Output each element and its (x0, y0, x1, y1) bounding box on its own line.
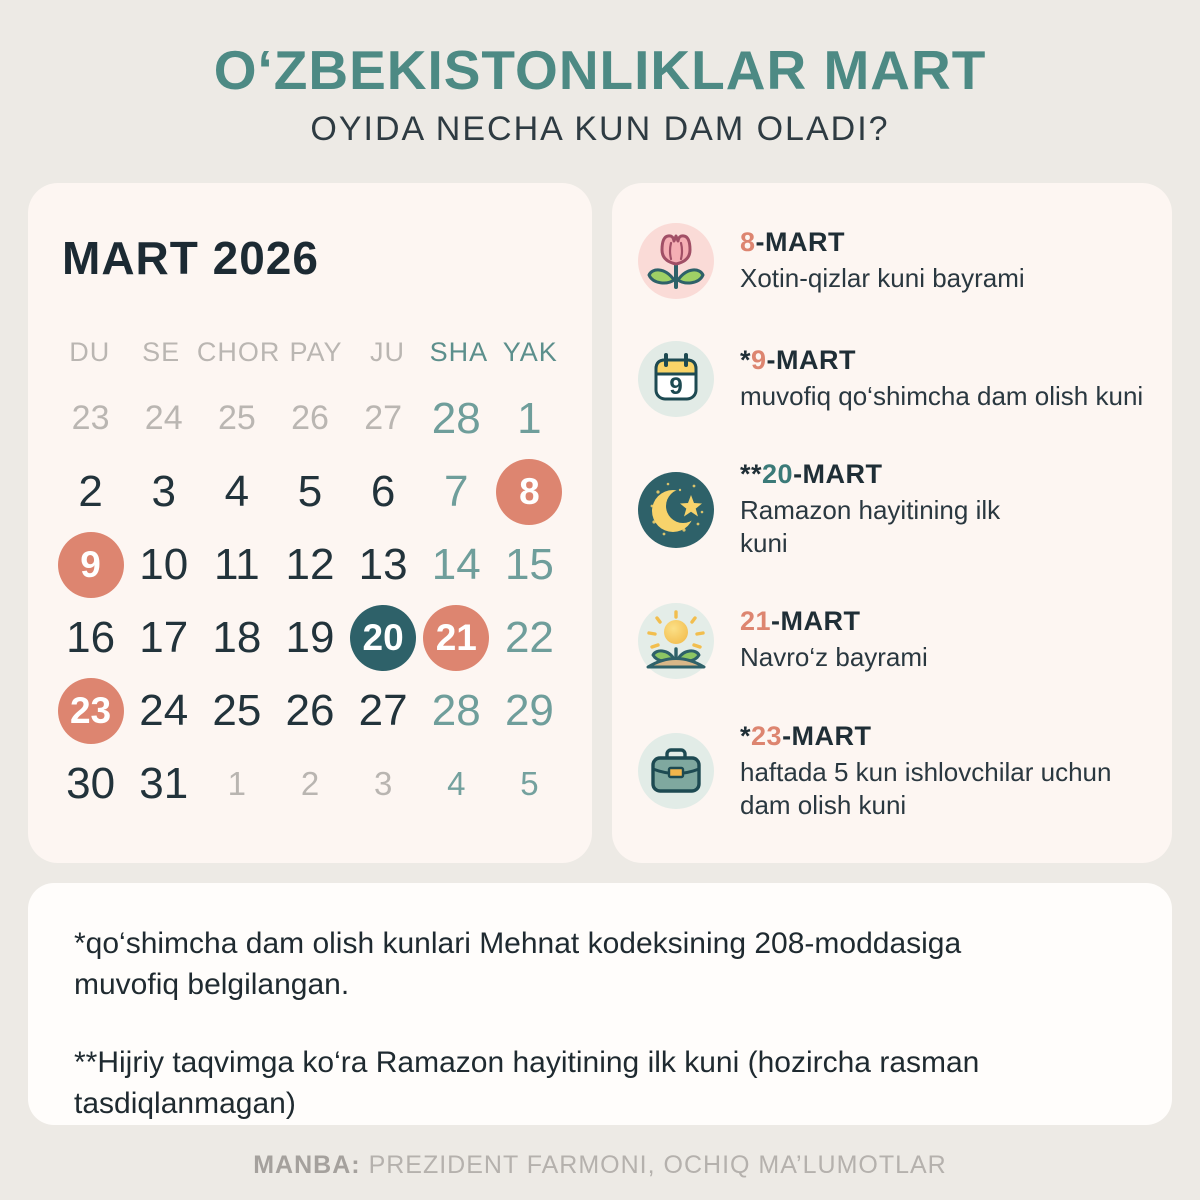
calendar-day-cell (347, 747, 420, 820)
footnote-hijri: **Hijriy taqvimga ko‘ra Ramazon hayitining ilk kuni (hozircha rasman tasdiqlanmagan) (74, 1045, 980, 1121)
day-number: 31 (139, 758, 189, 808)
day-number: 24 (139, 685, 189, 735)
calendar-day-cell (493, 747, 566, 820)
flower-icon (638, 223, 714, 299)
legend-description: Xotin-qizlar kuni bayrami (740, 262, 1025, 293)
svg-text:9: 9 (669, 373, 683, 400)
calendar-day-cell (420, 455, 493, 528)
calendar-day-cell (347, 528, 420, 601)
calendar-month-title: MART 2026 (62, 232, 319, 284)
page-title: O‘ZBEKISTONLIKLAR MART (213, 39, 987, 101)
legend-item-21-mart (638, 603, 1146, 679)
calendar-day-cell (273, 382, 346, 455)
legend-title (740, 227, 1025, 258)
calendar-day-cell (347, 455, 420, 528)
legend-item-20-mart (638, 459, 1146, 561)
day-number: 23 (58, 678, 124, 744)
day-header-du: DU (69, 337, 111, 367)
calendar-day-cell (127, 382, 200, 455)
day-number: 1 (227, 764, 247, 802)
legend-title-day: 9 (751, 344, 767, 375)
day-number: 6 (370, 466, 396, 516)
day-number: 26 (291, 399, 329, 437)
day-header-chor: CHOR (196, 337, 281, 367)
legend-text (740, 345, 1143, 413)
calendar-day-cell (273, 674, 346, 747)
footnotes-card (28, 883, 1172, 1125)
calendar-day-cell (127, 674, 200, 747)
legend-card (612, 183, 1172, 863)
calendar-day-cell (54, 528, 127, 601)
day-number: 14 (431, 539, 481, 589)
source-text: PREZIDENT FARMONI, OCHIQ MA’LUMOTLAR (368, 1151, 947, 1179)
day-number: 8 (496, 459, 562, 525)
legend-text (740, 721, 1111, 823)
legend-title-day: 20 (762, 459, 794, 489)
day-number: 25 (217, 399, 256, 437)
legend-list (638, 223, 1146, 822)
calendar-day-cell (493, 382, 566, 455)
calendar-card (28, 183, 592, 863)
day-number: 26 (285, 685, 335, 735)
calendar-day-cell (200, 382, 273, 455)
calendar-day-cell (127, 601, 200, 674)
day-number: 28 (431, 393, 481, 443)
day-number: 2 (78, 466, 103, 516)
legend-text (740, 606, 928, 674)
legend-title-day: 21 (740, 606, 772, 637)
calendar-day-cell (54, 747, 127, 820)
calendar-day-cell (347, 601, 420, 674)
calendar-icon (638, 341, 714, 417)
calendar-day-cell (420, 382, 493, 455)
day-number: 12 (285, 539, 335, 589)
calendar-day-cell (200, 747, 273, 820)
legend-text (740, 459, 1000, 561)
calendar-day-headers (54, 337, 566, 368)
legend-title-suffix: -MART (766, 344, 857, 375)
source-label: MANBA: (253, 1151, 361, 1179)
legend-title-day: 23 (751, 720, 783, 751)
legend-title-suffix: -MART (782, 720, 872, 751)
legend-item-23-mart (638, 721, 1146, 823)
day-header-pay: PAY (289, 337, 343, 367)
legend-title-day: 8 (740, 226, 756, 257)
day-number: 3 (373, 764, 393, 802)
moon-icon (638, 472, 714, 548)
calendar-day-cell (420, 528, 493, 601)
day-number: 4 (224, 466, 250, 516)
day-header-ju: JU (369, 337, 405, 367)
source-line (0, 1151, 1200, 1180)
calendar-day-cell (273, 455, 346, 528)
calendar-day-cell (273, 747, 346, 820)
calendar-day-cell (200, 455, 273, 528)
day-number: 21 (423, 605, 489, 671)
calendar-day-cell (54, 601, 127, 674)
calendar-day-cell (347, 674, 420, 747)
day-number: 2 (300, 764, 320, 802)
day-number: 5 (297, 466, 323, 516)
calendar-day-cell (347, 382, 420, 455)
day-number: 13 (358, 539, 408, 589)
day-number: 20 (350, 605, 416, 671)
day-number: 23 (71, 399, 110, 437)
calendar-day-cell (420, 674, 493, 747)
day-header-yak: YAK (502, 337, 558, 367)
day-number: 9 (58, 532, 124, 598)
day-number: 18 (212, 612, 262, 662)
calendar-day-cell (493, 674, 566, 747)
day-number: 29 (504, 685, 554, 735)
day-header-se: SE (142, 337, 181, 367)
legend-title-suffix: -MART (771, 606, 861, 637)
day-number: 25 (212, 685, 262, 735)
day-number: 17 (139, 612, 189, 662)
calendar-day-cell (493, 601, 566, 674)
day-header-sha: SHA (429, 337, 489, 367)
briefcase-icon (638, 733, 714, 809)
day-number: 3 (151, 466, 176, 516)
calendar-day-cell (200, 528, 273, 601)
legend-title (740, 345, 1143, 376)
day-number: 11 (214, 539, 260, 589)
calendar-day-cell (420, 747, 493, 820)
page-subtitle: OYIDA NECHA KUN DAM OLADI? (310, 110, 890, 148)
legend-text (740, 227, 1025, 295)
calendar-day-cell (200, 601, 273, 674)
day-number: 24 (144, 399, 183, 437)
legend-description: haftada 5 kun ishlovchilar uchun dam olish kuni (740, 756, 1112, 820)
day-number: 7 (444, 466, 469, 516)
day-number: 16 (66, 612, 116, 662)
sun-icon (638, 603, 714, 679)
legend-title-prefix: * (740, 344, 752, 375)
calendar-day-cell (127, 455, 200, 528)
day-number: 5 (520, 764, 539, 802)
legend-item-8-mart (638, 223, 1146, 299)
calendar-day-cell (493, 455, 566, 528)
legend-title-suffix: -MART (793, 459, 883, 489)
calendar-day-cell (273, 601, 346, 674)
day-number: 1 (517, 393, 542, 443)
calendar-day-cell (273, 528, 346, 601)
calendar-day-cell (54, 455, 127, 528)
day-number: 22 (504, 612, 554, 662)
day-number: 19 (285, 612, 335, 662)
legend-title (740, 459, 1000, 490)
calendar-grid (54, 382, 566, 820)
legend-title-suffix: -MART (755, 226, 846, 257)
legend-description: muvofiq qo‘shimcha dam olish kuni (740, 380, 1144, 411)
calendar-day-cell (54, 382, 127, 455)
day-number: 15 (504, 539, 554, 589)
legend-description: Ramazon hayitining ilk kuni (740, 495, 1001, 559)
day-number: 4 (447, 764, 466, 802)
page-header (0, 0, 1200, 149)
legend-title-prefix: * (740, 720, 752, 751)
legend-title-prefix: ** (740, 459, 763, 489)
calendar-day-cell (200, 674, 273, 747)
day-number: 28 (431, 685, 481, 735)
calendar-day-cell (493, 528, 566, 601)
calendar-day-cell (127, 747, 200, 820)
legend-item-9-mart (638, 341, 1146, 417)
legend-description: Navro‘z bayrami (740, 642, 928, 673)
day-number: 27 (364, 399, 403, 437)
day-number: 10 (139, 539, 189, 589)
day-number: 30 (66, 758, 116, 808)
legend-title (740, 606, 928, 637)
calendar-day-cell (420, 601, 493, 674)
footnote-additional-rest: *qo‘shimcha dam olish kunlari Mehnat kodeksining 208-moddasiga muvofiq belgilangan. (74, 927, 962, 1002)
main-content (28, 183, 1172, 863)
calendar-day-cell (54, 674, 127, 747)
calendar-day-cell (127, 528, 200, 601)
day-number: 27 (358, 685, 408, 735)
legend-title (740, 721, 1111, 752)
